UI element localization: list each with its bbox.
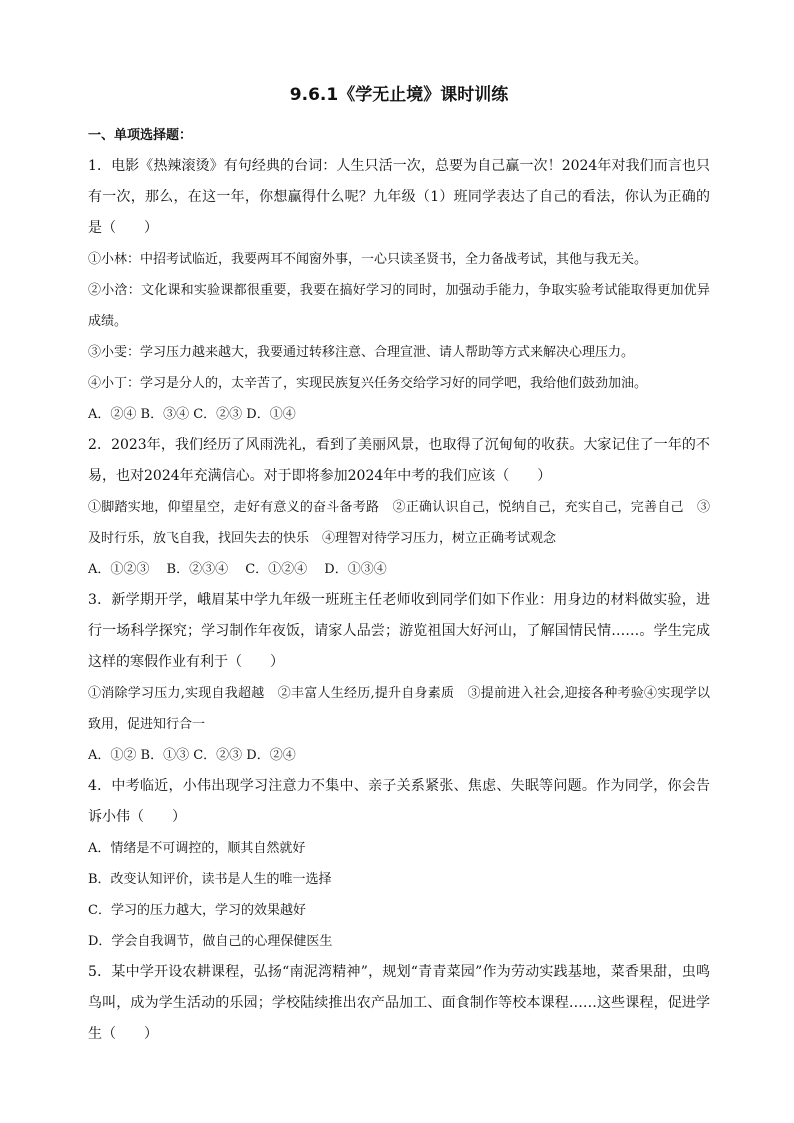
question-option: C．学习的压力越大，学习的效果越好 [88, 903, 306, 918]
question-option: B．改变认知评价，读书是人生的唯一选择 [88, 872, 332, 887]
question-statement: ①小林：中招考试临近，我要两耳不闻窗外事，一心只读圣贤书，全力备战考试，其他与我无关。 [88, 252, 648, 267]
question-statement: ①脚踏实地，仰望星空，走好有意义的奋斗备考路 ②正确认识自己，悦纳自己，充实自己，完善自己 ③及时行乐，放飞自我，找回失去的快乐 ④理智对待学习压力，树立正确考试观念 [88, 500, 710, 546]
page-title: 9.6.1《学无止境》课时训练 [289, 85, 509, 105]
question-options: A．②④ B．③④ C．②③ D．①④ [88, 407, 296, 422]
question-1 [88, 151, 710, 430]
section-heading: 一、单项选择题： [88, 128, 193, 143]
question-stem: 4．中考临近，小伟出现学习注意力不集中、亲子关系紧张、焦虑、失眠等问题。作为同学，你会告诉小伟（ ） [88, 778, 710, 825]
question-statement: ④小丁：学习是分人的，太辛苦了，实现民族复兴任务交给学习好的同学吧，我给他们鼓劲加油。 [88, 376, 648, 391]
question-stem: 1．电影《热辣滚烫》有句经典的台词：人生只活一次，总要为自己赢一次！2024年对我们而言也只有一次，那么，在这一年，你想赢得什么呢？九年级（1）班同学表达了自己的看法，你认为正确的是（ ） [88, 158, 710, 236]
question-option: D．学会自我调节，做自己的心理保健医生 [88, 934, 333, 949]
question-stem: 2．2023年，我们经历了风雨洗礼，看到了美丽风景，也取得了沉甸甸的收获。大家记住了一年的不易，也对2024年充满信心。对于即将参加2024年中考的我们应该（ ） [88, 437, 710, 484]
question-statement: ③小雯：学习压力越来越大，我要通过转移注意、合理宣泄、请人帮助等方式来解决心理压力。 [88, 345, 635, 360]
question-5 [88, 957, 710, 1050]
question-options: A．①②③ B．②③④ C．①②④ D．①③④ [88, 562, 387, 577]
question-statement: ②小浛：文化课和实验课都很重要，我要在搞好学习的同时，加强动手能力，争取实验考试能取得更加优异成绩。 [88, 283, 710, 329]
question-option: A．情绪是不可调控的，顺其自然就好 [88, 841, 306, 856]
question-2 [88, 430, 710, 585]
question-4 [88, 771, 710, 957]
question-statement: ①消除学习压力,实现自我超越 ②丰富人生经历,提升自身素质 ③提前进入社会,迎接各种考验④实现学以致用，促进知行合一 [88, 686, 710, 732]
question-stem: 5．某中学开设农耕课程，弘扬“南泥湾精神”，规划“青青菜园”作为劳动实践基地，菜香果甜，虫鸣鸟叫，成为学生活动的乐园；学校陆续推出农产品加工、面食制作等校本课程……这些课程，促进学生（ ） [88, 964, 710, 1042]
question-options: A．①② B．①③ C．②③ D．②④ [88, 748, 296, 763]
question-3 [88, 585, 710, 771]
document-page [88, 80, 710, 1050]
question-stem: 3．新学期开学，峨眉某中学九年级一班班主任老师收到同学们如下作业：用身边的材料做实验，进行一场科学探究；学习制作年夜饭，请家人品尝；游览祖国大好河山，了解国情民情……。学生完成这样的寒假作业有利于（ ） [88, 592, 710, 670]
